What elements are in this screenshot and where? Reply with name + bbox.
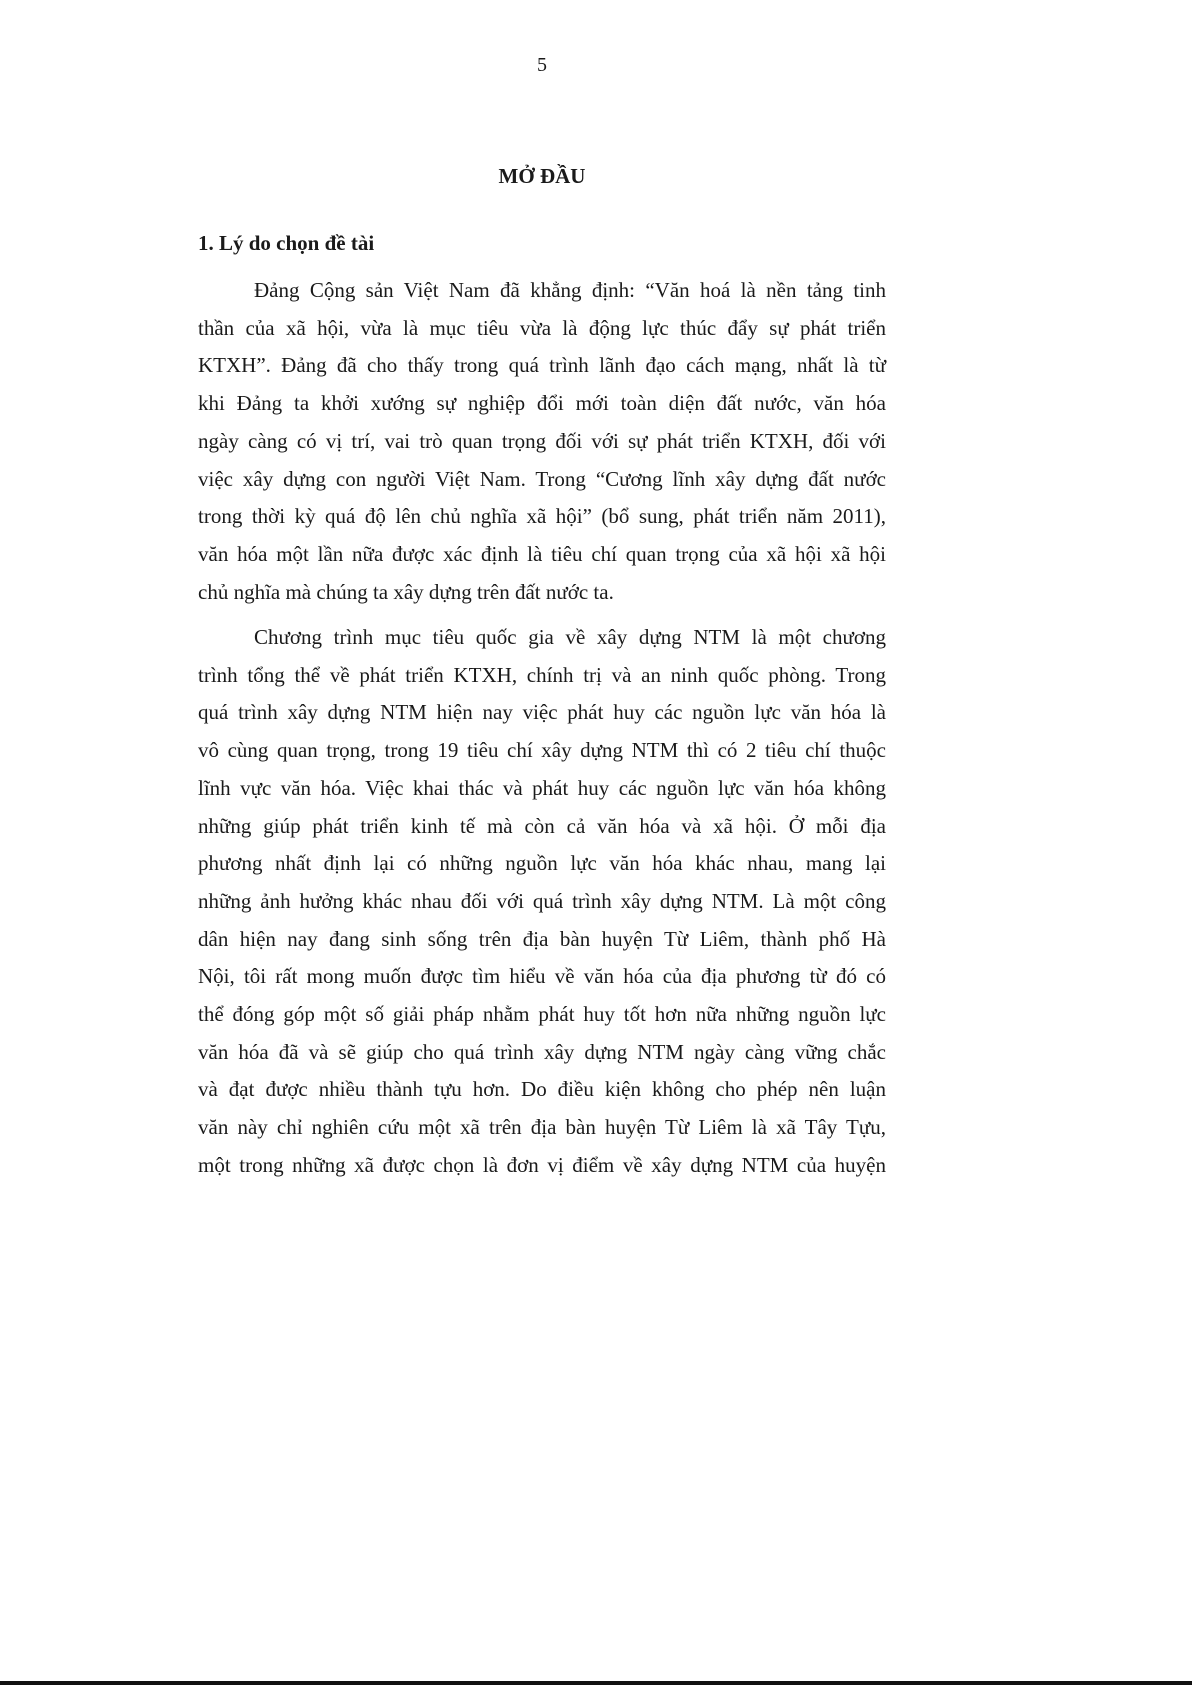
paragraph-line: văn hóa một lần nữa được xác định là tiêu chí quan trọng của xã hội xã hội [198, 541, 886, 566]
paragraph-line: KTXH”. Đảng đã cho thấy trong quá trình lãnh đạo cách mạng, nhất là từ [198, 353, 886, 378]
paragraph-line: những giúp phát triển kinh tế mà còn cả văn hóa và xã hội. Ở mỗi địa [198, 813, 886, 838]
chapter-title: MỞ ĐẦU [498, 164, 586, 188]
paragraph-line: việc xây dựng con người Việt Nam. Trong “Cương lĩnh xây dựng đất nước [198, 466, 886, 491]
paragraph-line: những ảnh hưởng khác nhau đối với quá trình xây dựng NTM. Là một công [198, 888, 886, 913]
paragraph-line: Đảng Cộng sản Việt Nam đã khẳng định: “Văn hoá là nền tảng tinh [254, 278, 886, 302]
paragraph-1 [198, 272, 886, 611]
paragraph-line: thể đóng góp một số giải pháp nhằm phát huy tốt hơn nữa những nguồn lực [198, 1002, 886, 1027]
paragraph-line: quá trình xây dựng NTM hiện nay việc phát huy các nguồn lực văn hóa là [198, 700, 886, 725]
paragraph-line: trong thời kỳ quá độ lên chủ nghĩa xã hội” (bổ sung, phát triển năm 2011), [198, 504, 886, 529]
paragraph-line: vô cùng quan trọng, trong 19 tiêu chí xây dựng NTM thì có 2 tiêu chí thuộc [198, 738, 886, 763]
paragraph-2 [198, 619, 886, 1185]
page-number: 5 [537, 54, 547, 76]
paragraph-line: Chương trình mục tiêu quốc gia về xây dựng NTM là một chương [254, 625, 886, 649]
paragraph-line: một trong những xã được chọn là đơn vị điểm về xây dựng NTM của huyện [198, 1152, 886, 1177]
paragraph-line: phương nhất định lại có những nguồn lực văn hóa khác nhau, mang lại [198, 851, 886, 876]
paragraph-line: Nội, tôi rất mong muốn được tìm hiểu về văn hóa của địa phương từ đó có [198, 964, 886, 989]
bottom-border [0, 1681, 1192, 1685]
paragraph-line: lĩnh vực văn hóa. Việc khai thác và phát huy các nguồn lực văn hóa không [198, 775, 886, 800]
paragraph-line: thần của xã hội, vừa là mục tiêu vừa là động lực thúc đẩy sự phát triển [198, 315, 886, 340]
paragraph-line: dân hiện nay đang sinh sống trên địa bàn huyện Từ Liêm, thành phố Hà [198, 926, 886, 951]
paragraph-line: ngày càng có vị trí, vai trò quan trọng đối với sự phát triển KTXH, đối với [198, 428, 886, 453]
section-heading: 1. Lý do chọn đề tài [198, 231, 375, 255]
paragraph-line: và đạt được nhiều thành tựu hơn. Do điều kiện không cho phép nên luận [198, 1077, 886, 1102]
paragraph-line: chủ nghĩa mà chúng ta xây dựng trên đất nước ta. [198, 579, 614, 604]
paragraph-line: khi Đảng ta khởi xướng sự nghiệp đổi mới toàn diện đất nước, văn hóa [198, 391, 886, 416]
paragraph-line: văn này chỉ nghiên cứu một xã trên địa bàn huyện Từ Liêm là xã Tây Tựu, [198, 1115, 886, 1140]
paragraph-line: văn hóa đã và sẽ giúp cho quá trình xây dựng NTM ngày càng vững chắc [198, 1039, 886, 1064]
paragraph-line: trình tổng thể về phát triển KTXH, chính trị và an ninh quốc phòng. Trong [198, 662, 886, 687]
